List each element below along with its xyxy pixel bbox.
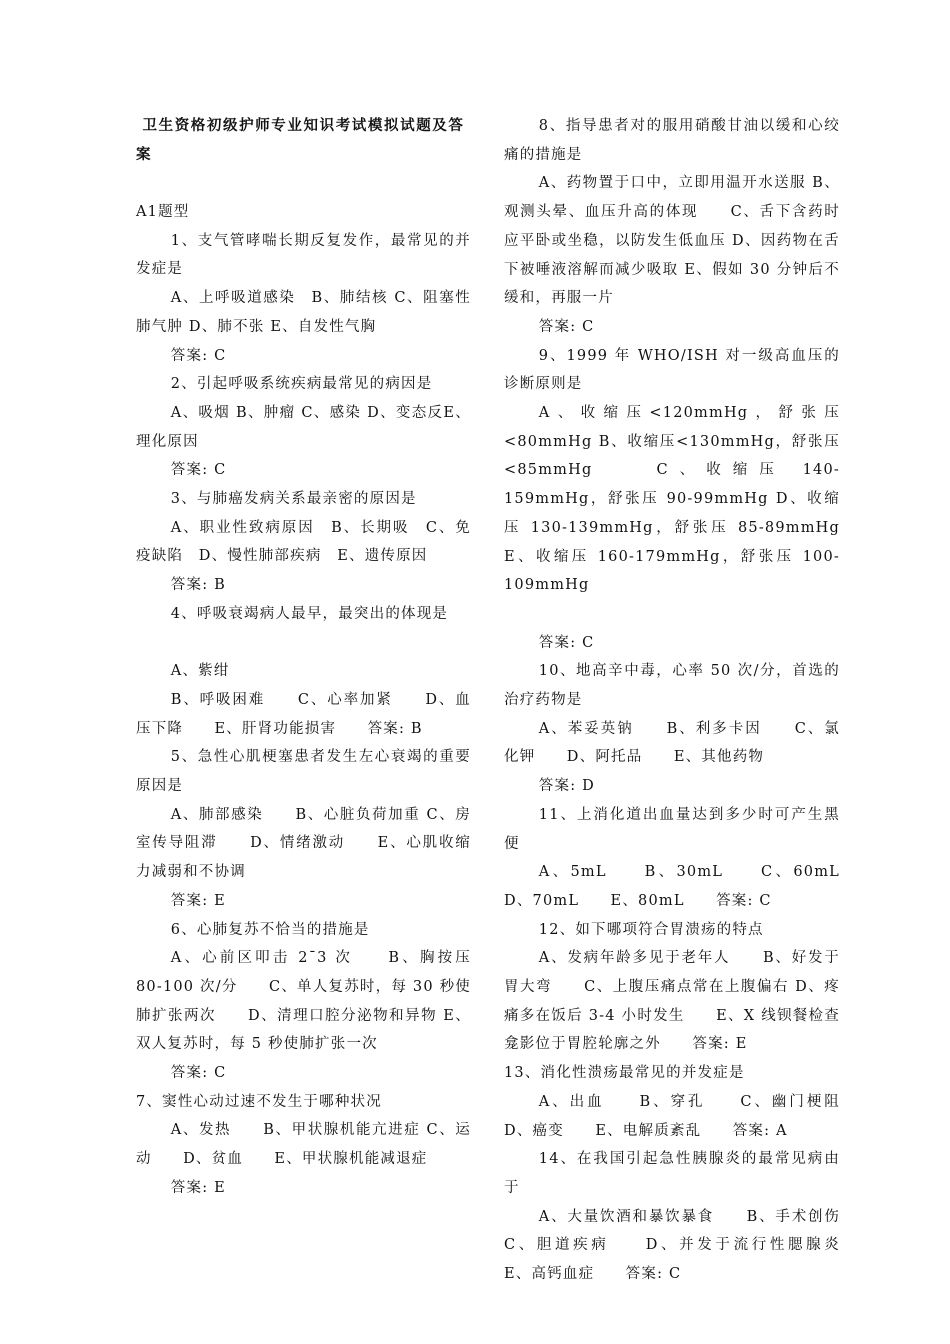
- page-title: 卫生资格初级护师专业知识考试模拟试题及答案: [136, 117, 465, 163]
- question-answer: 答案: C: [170, 1065, 227, 1082]
- question-options: A、发病年龄多见于老年人 B、好发于胃大弯 C、上腹压痛点常在上腹偏右 D、疼痛多在饭后 3-4 小时发生 E、X 线钡餐检查龛影位于胃腔轮廓之外 答案: E: [504, 950, 840, 1053]
- question-options: A、吸烟 B、肿瘤 C、感染 D、变态反E、理化原因: [136, 404, 471, 450]
- question-stem: 12、如下哪项符合胃溃疡的特点: [538, 921, 764, 938]
- question-options: A、职业性致病原因 B、长期吸 C、免疫缺陷 D、慢性肺部疾病 E、遗传原因: [136, 519, 471, 565]
- question-answer: 答案: C: [538, 318, 595, 335]
- question-options: A、收缩压<120mmHg，舒张压<80mmHg B、收缩压<130mmHg，舒张压<85mmHg C、收缩压 140-159mmHg，舒张压 90-99mmHg D、收缩压 130-139mmHg，舒张压 85-89mmHg E、收缩压 160-179mmHg，舒张压 100-109mmHg: [504, 405, 840, 594]
- section-label: A1题型: [136, 204, 190, 220]
- question-stem: 11、上消化道出血量达到多少时可产生黑便: [504, 806, 840, 852]
- left-column: [136, 112, 471, 1203]
- question-stem: 4、呼吸衰竭病人最早，最突出的体现是: [170, 605, 449, 622]
- question-stem: 6、心肺复苏不恰当的措施是: [170, 921, 370, 938]
- question-options: A、肺部感染 B、心脏负荷加重 C、房室传导阻滞 D、情绪激动 E、心肌收缩力减弱和不协调: [136, 806, 471, 881]
- blank-line: [504, 600, 840, 629]
- question-options: A、出血 B、穿孔 C、幽门梗阻 D、癌变 E、电解质紊乱 答案: A: [504, 1093, 840, 1139]
- question-stem: 9、1999 年 WHO/ISH 对一级高血压的诊断原则是: [504, 347, 840, 393]
- question-answer: 答案: C: [170, 347, 227, 364]
- right-column: [504, 112, 872, 1289]
- question-options: A、苯妥英钠 B、利多卡因 C、氯化钾 D、阿托品 E、其他药物: [504, 720, 840, 766]
- question-stem: 5、急性心肌梗塞患者发生左心衰竭的重要原因是: [136, 749, 471, 795]
- question-stem: 8、指导患者对的服用硝酸甘油以缓和心绞痛的措施是: [504, 118, 840, 163]
- question-options: A、发热 B、甲状腺机能亢进症 C、运动 D、贫血 E、甲状腺机能减退症: [136, 1122, 471, 1168]
- question-options: B、呼吸困难 C、心率加紧 D、血压下降 E、肝肾功能损害 答案: B: [136, 691, 471, 737]
- question-answer: 答案: E: [170, 1179, 226, 1196]
- question-stem: 3、与肺癌发病关系最亲密的原因是: [170, 491, 417, 508]
- question-answer: 答案: B: [170, 577, 226, 594]
- question-answer: 答案: C: [170, 462, 227, 479]
- question-answer: 答案: C: [538, 634, 595, 651]
- question-options: A、心前区叩击 2¯3 次 B、胸按压 80-100 次/分 C、单人复苏时，每 30 秒使肺扩张两次 D、清理口腔分泌物和异物 E、双人复苏时，每 5 秒使肺扩张一次: [136, 950, 471, 1053]
- question-stem: 14、在我国引起急性胰腺炎的最常见病由于: [504, 1151, 840, 1196]
- question-options: A、上呼吸道感染 B、肺结核 C、阻塞性肺气肿 D、肺不张 E、自发性气胸: [136, 290, 471, 335]
- question-answer: 答案: E: [170, 892, 226, 909]
- question-option-a: A、紫绀: [170, 663, 230, 680]
- question-options: A、药物置于口中，立即用温开水送服 B、观测头晕、血压升高的体现 C、舌下含药时应平卧或坐稳，以防发生低血压 D、因药物在舌下被唾液溶解而减少吸取 E、假如 30 分钟后不缓和，再服一片: [504, 175, 840, 307]
- question-stem: 1、支气管哮喘长期反复发作，最常见的并发症是: [136, 232, 471, 278]
- question-options: A、大量饮酒和暴饮暴食 B、手术创伤 C、胆道疾病 D、并发于流行性腮腺炎 E、高钙血症 答案: C: [504, 1208, 872, 1283]
- blank-line: [136, 629, 471, 658]
- question-stem: 7、窦性心动过速不发生于哪种状况: [136, 1093, 382, 1110]
- question-answer: 答案: D: [538, 778, 595, 795]
- question-options: A、5mL B、30mL C、60mL D、70mL E、80mL 答案: C: [504, 864, 840, 909]
- question-stem: 10、地高辛中毒，心率 50 次/分，首选的治疗药物是: [504, 663, 840, 709]
- question-stem: 13、消化性溃疡最常见的并发症是: [504, 1065, 745, 1082]
- question-stem: 2、引起呼吸系统疾病最常见的病因是: [170, 376, 433, 393]
